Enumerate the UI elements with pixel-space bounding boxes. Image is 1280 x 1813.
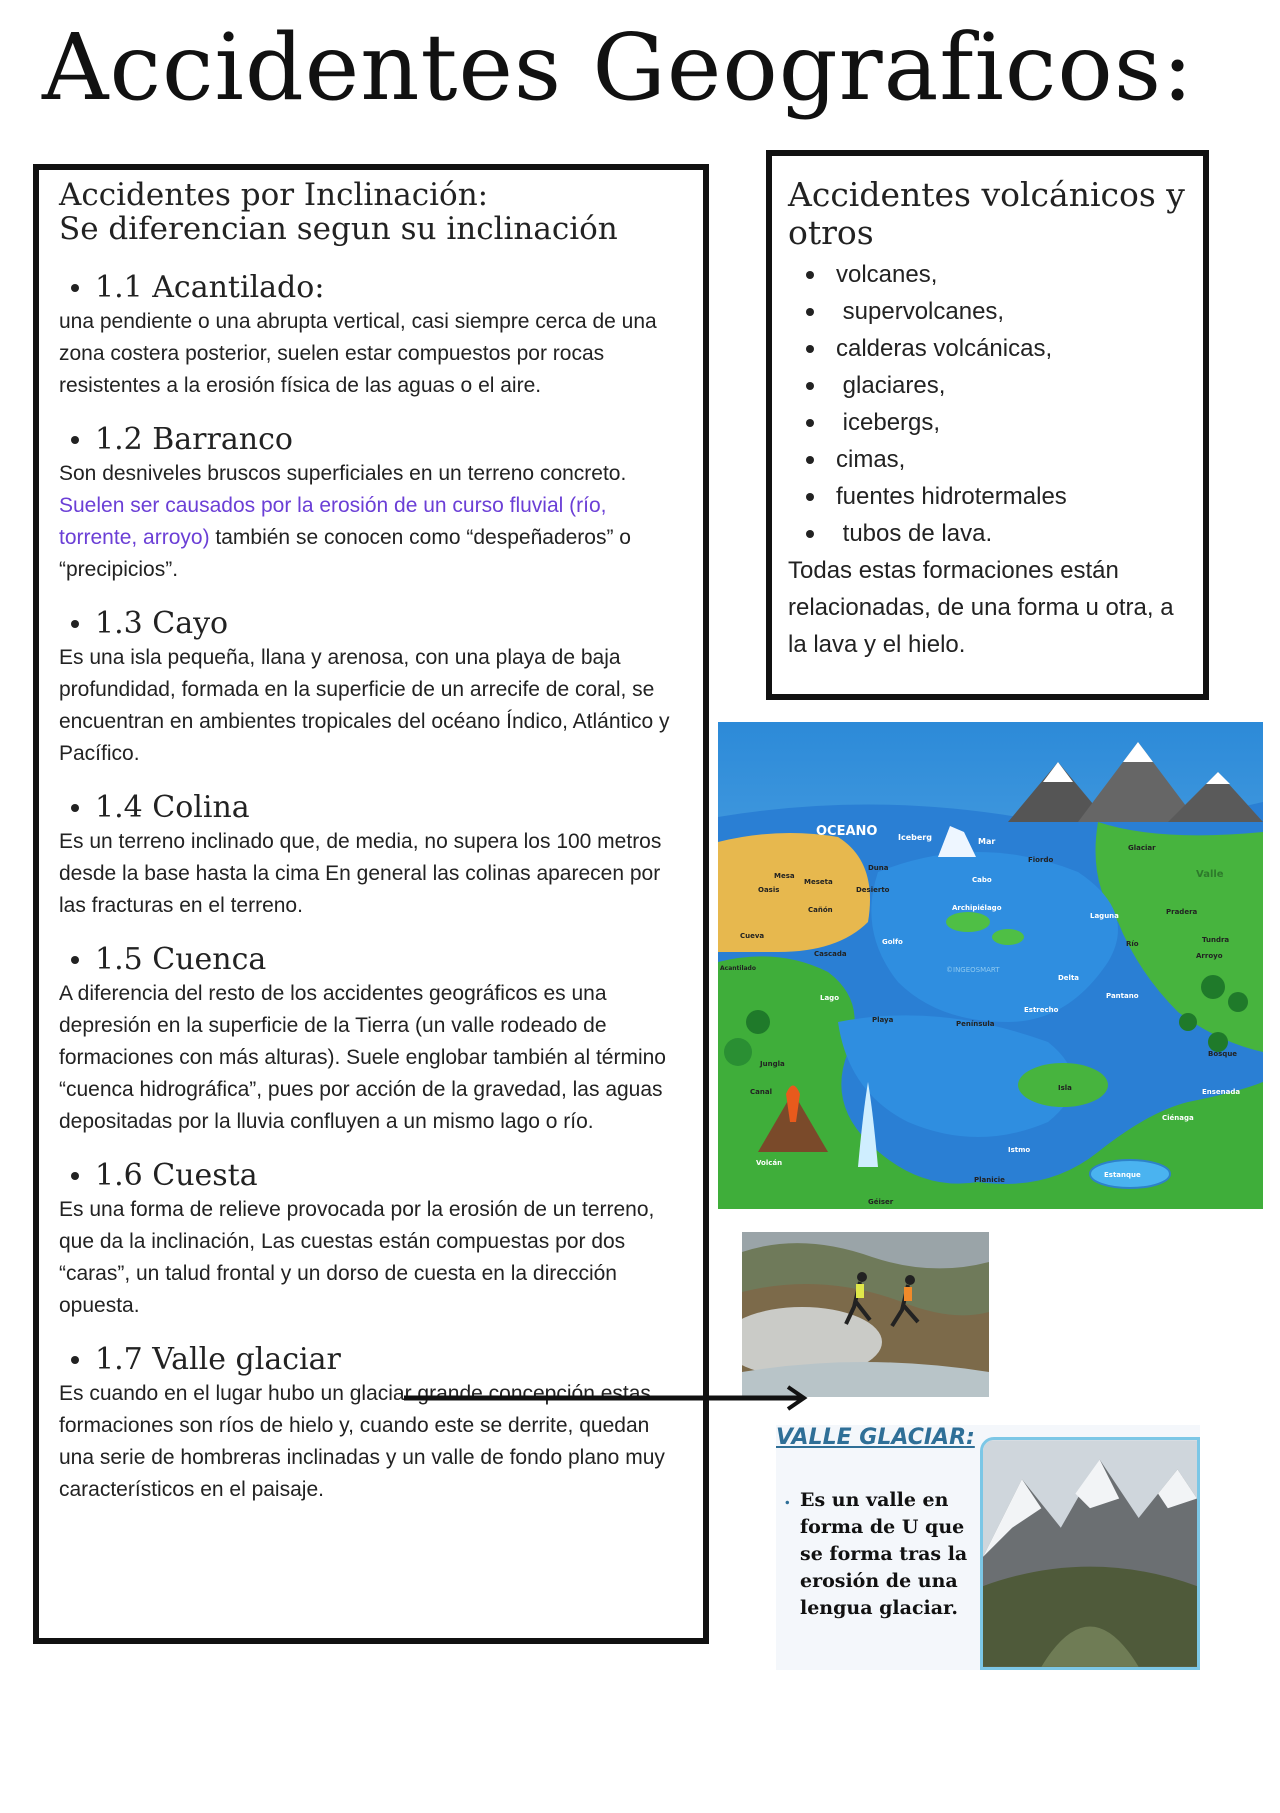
bullet-icon bbox=[71, 284, 79, 292]
map-label: Iceberg bbox=[898, 833, 932, 842]
list-item-cuesta bbox=[59, 1158, 689, 1322]
map-label: Mar bbox=[978, 837, 996, 846]
pointer-arrow-icon bbox=[400, 1384, 820, 1414]
list-item-colina bbox=[59, 790, 689, 922]
runners-photo bbox=[742, 1232, 989, 1397]
item-text: Es cuando en el lugar hubo un glaciar grande concepción estas formaciones son ríos de hielo y, cuando este se derrite, quedan una serie de hombreras inclinadas y un valle de fondo plano muy característicos en el paisaje. bbox=[59, 1382, 665, 1501]
map-label: Ensenada bbox=[1202, 1088, 1241, 1096]
item-title: 1.7 Valle glaciar bbox=[95, 1342, 341, 1377]
list-item-cuenca bbox=[59, 942, 689, 1138]
map-label: Jungla bbox=[760, 1060, 785, 1068]
bullet-icon bbox=[806, 493, 814, 501]
map-label: Delta bbox=[1058, 974, 1080, 982]
card-marker: . bbox=[784, 1487, 791, 1509]
list-item: icebergs, bbox=[788, 404, 1189, 441]
item-text: Es un terreno inclinado que, de media, no supera los 100 metros desde la base hasta la cima En general las colinas aparecen por las fracturas en el terreno. bbox=[59, 830, 662, 917]
map-label: Cabo bbox=[972, 876, 992, 884]
card-text: Es un valle en forma de U que se forma tras la erosión de una lengua glaciar. bbox=[800, 1489, 968, 1619]
card-title: VALLE GLACIAR: bbox=[776, 1425, 975, 1450]
section-heading: Accidentes volcánicos y otros bbox=[788, 175, 1185, 252]
map-label: Pradera bbox=[1166, 908, 1198, 916]
map-label: Golfo bbox=[882, 938, 903, 946]
map-watermark: ©INGEOSMART bbox=[946, 966, 1000, 974]
bullet-icon bbox=[806, 419, 814, 427]
list-item-valle-glaciar bbox=[59, 1342, 689, 1506]
item-title: 1.3 Cayo bbox=[95, 606, 229, 641]
bullet-icon bbox=[806, 345, 814, 353]
map-label: Tundra bbox=[1202, 936, 1230, 944]
item-title: 1.5 Cuenca bbox=[95, 942, 267, 977]
map-label: Isla bbox=[1058, 1084, 1072, 1092]
map-label: Canal bbox=[750, 1088, 772, 1096]
item-text: Es una isla pequeña, llana y arenosa, con una playa de baja profundidad, formada en la superficie de un arrecife de coral, se encuentran en ambientes tropicales del océano Índico, Atlántico y Pacífico. bbox=[59, 646, 670, 765]
map-label: Arroyo bbox=[1196, 952, 1223, 960]
map-label: Oasis bbox=[758, 886, 780, 894]
item-text: una pendiente o una abrupta vertical, casi siempre cerca de una zona costera posterior, suelen estar compuestos por rocas resistentes a la erosión física de las aguas o el aire. bbox=[59, 310, 657, 397]
list-item: volcanes, bbox=[788, 256, 1189, 293]
item-title: 1.2 Barranco bbox=[95, 422, 293, 457]
bullet-icon bbox=[806, 308, 814, 316]
map-label: Estanque bbox=[1104, 1171, 1141, 1179]
map-label: Valle bbox=[1196, 869, 1224, 880]
list-item-cayo bbox=[59, 606, 689, 770]
item-text-part: también se conocen como “despeñaderos” o “precipicios”. bbox=[59, 526, 631, 581]
section-heading bbox=[59, 178, 689, 246]
map-label: Playa bbox=[872, 1016, 894, 1024]
map-label: Río bbox=[1126, 940, 1139, 948]
map-label: Laguna bbox=[1090, 912, 1119, 920]
bullet-icon bbox=[71, 620, 79, 628]
list-item: cimas, bbox=[788, 441, 1189, 478]
list-item: glaciares, bbox=[788, 367, 1189, 404]
map-label: Géiser bbox=[868, 1198, 894, 1206]
item-title: 1.4 Colina bbox=[95, 790, 250, 825]
list-item: fuentes hidrotermales bbox=[788, 478, 1189, 515]
glacier-valley-image bbox=[983, 1440, 1197, 1667]
map-label: Fiordo bbox=[1028, 856, 1054, 864]
section-heading-line1: Accidentes por Inclinación: bbox=[59, 177, 489, 213]
bullet-icon bbox=[806, 382, 814, 390]
volcanic-list bbox=[788, 256, 1189, 552]
volcanic-section bbox=[766, 150, 1209, 700]
map-label: OCEANO bbox=[816, 824, 878, 839]
bullet-icon bbox=[71, 1172, 79, 1180]
list-item: supervolcanes, bbox=[788, 293, 1189, 330]
bullet-icon bbox=[71, 1356, 79, 1364]
map-label: Desierto bbox=[856, 886, 890, 894]
item-title: 1.6 Cuesta bbox=[95, 1158, 258, 1193]
map-label: Meseta bbox=[804, 878, 833, 886]
map-label: Cascada bbox=[814, 950, 847, 958]
list-item: calderas volcánicas, bbox=[788, 330, 1189, 367]
valle-glaciar-card bbox=[776, 1425, 1200, 1670]
bullet-icon bbox=[806, 271, 814, 279]
map-label: Lago bbox=[820, 994, 840, 1002]
map-label: Duna bbox=[868, 864, 889, 872]
item-text bbox=[59, 458, 689, 586]
map-label: Bosque bbox=[1208, 1050, 1238, 1058]
map-label: Pantano bbox=[1106, 992, 1139, 1000]
list-item-acantilado bbox=[59, 270, 689, 402]
map-label: Mesa bbox=[774, 872, 795, 880]
map-label: Planicie bbox=[974, 1176, 1005, 1184]
map-label: Istmo bbox=[1008, 1146, 1031, 1154]
map-label: Archipiélago bbox=[952, 904, 1002, 912]
item-text-part: Son desniveles bruscos superficiales en un terreno concreto. bbox=[59, 462, 627, 485]
list-item: tubos de lava. bbox=[788, 515, 1189, 552]
bullet-icon bbox=[71, 956, 79, 964]
item-text: A diferencia del resto de los accidentes geográficos es una depresión en la superficie de la Tierra (un valle rodeado de formaciones con más alturas). Suele englobar también al término “cuenca hidrográfica”, pues por acción de la gravedad, las aguas depositadas por la lluvia confluyen a un mismo lago o río. bbox=[59, 982, 666, 1133]
bullet-icon bbox=[71, 436, 79, 444]
list-item-barranco bbox=[59, 422, 689, 586]
map-label: Península bbox=[956, 1020, 995, 1028]
item-text: Es una forma de relieve provocada por la erosión de un terreno, que da la inclinación, Las cuestas están compuestas por dos “caras”, un talud frontal y un dorso de cuesta en la dirección opuesta. bbox=[59, 1198, 655, 1317]
bullet-icon bbox=[806, 456, 814, 464]
landforms-map-illustration bbox=[718, 722, 1263, 1209]
item-title: 1.1 Acantilado: bbox=[95, 270, 325, 305]
glacier-valley-photo bbox=[980, 1437, 1200, 1670]
map-label: Cueva bbox=[740, 932, 765, 940]
section-note: Todas estas formaciones están relacionadas, de una forma u otra, a la lava y el hielo. bbox=[788, 557, 1174, 658]
bullet-icon bbox=[71, 804, 79, 812]
inclination-section bbox=[33, 164, 709, 1644]
map-label: Estrecho bbox=[1024, 1006, 1059, 1014]
section-heading-line2: Se diferencian segun su inclinación bbox=[59, 211, 618, 247]
map-label: Cañón bbox=[808, 906, 833, 914]
map-label: Acantilado bbox=[720, 965, 756, 972]
bullet-icon bbox=[806, 530, 814, 538]
map-label: Volcán bbox=[756, 1159, 783, 1167]
page-title: Accidentes Geograficos: bbox=[42, 14, 1195, 121]
map-label: Ciénaga bbox=[1162, 1114, 1194, 1122]
highlighted-text: Suelen ser causados por la erosión de un curso fluvial (río, torrente, arroyo) bbox=[59, 494, 607, 549]
map-label: Glaciar bbox=[1128, 844, 1156, 852]
